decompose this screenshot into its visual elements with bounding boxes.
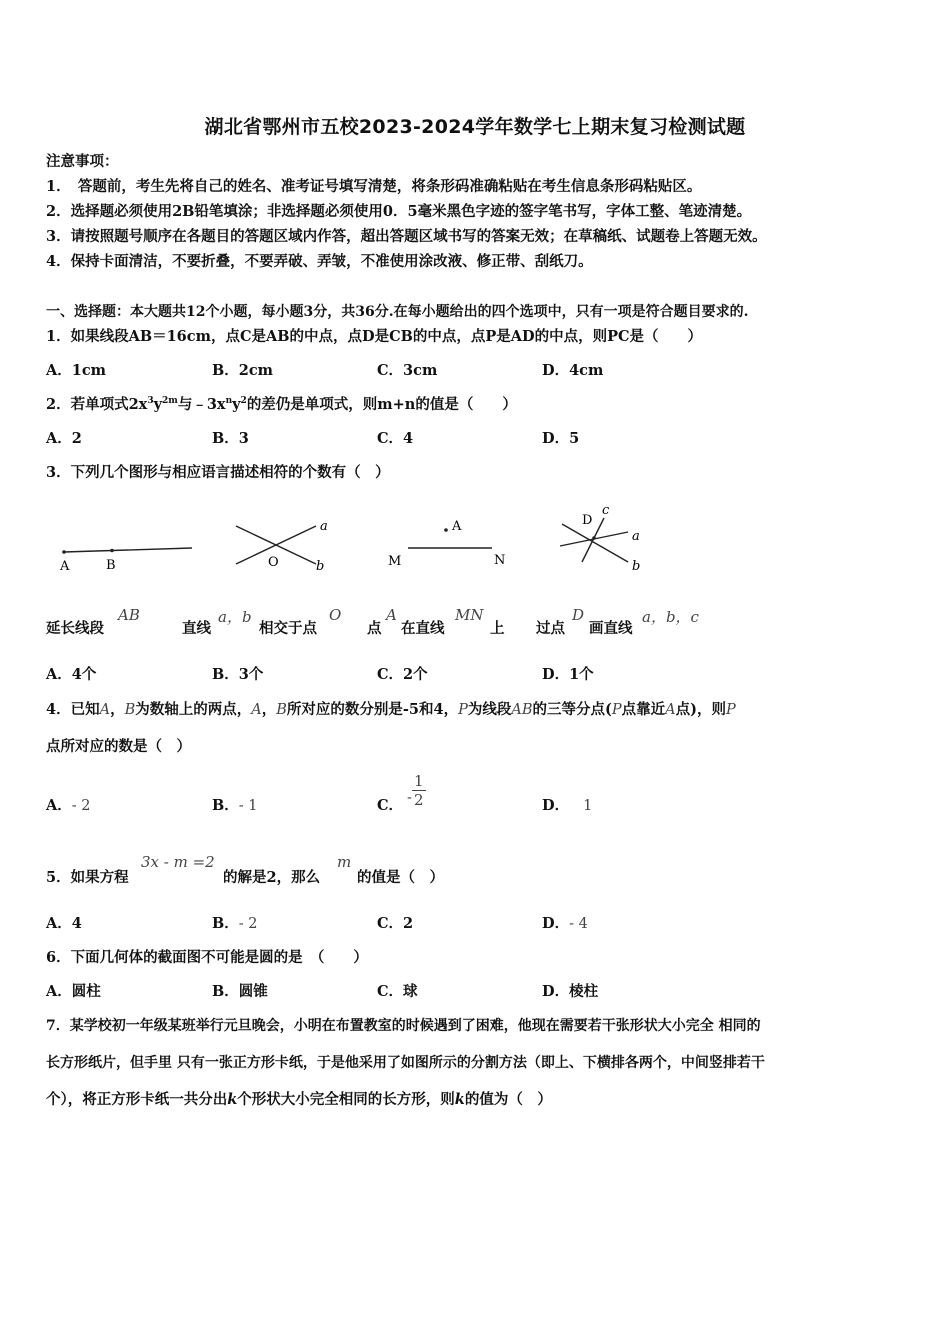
q4-s3: 为数轴上的两点，	[135, 701, 252, 718]
point-b	[110, 549, 114, 553]
q2-exp2: 2m	[162, 396, 178, 407]
question-7-line-2: 长方形纸片，但手里 只有一张正方形卡纸，于是他采用了如图所示的分割方法（即上、下横排各两个，中间竖排若干	[46, 1055, 765, 1071]
question-1-stem: 1．如果线段AB＝16cm，点C是AB的中点，点D是CB的中点，点P是AD的中点，则PC是（ ）	[46, 328, 703, 345]
notice-item-2: 2．选择题必须使用2B铅笔填涂；非选择题必须使用0．5毫米黑色字迹的签字笔书写，字体工整、笔迹清楚。	[46, 203, 752, 220]
q3-option-d: D．1个	[542, 666, 594, 683]
desc-3-var: A	[386, 606, 397, 624]
q5-s3: 的值是（ ）	[357, 869, 444, 886]
q2-option-b: B．3	[212, 430, 249, 447]
q3-option-b: B．3个	[212, 666, 264, 683]
q4-option-b	[212, 796, 258, 816]
q5-option-b-value: - 2	[238, 916, 258, 932]
q4-v9: P	[725, 702, 736, 718]
point-d	[592, 536, 596, 540]
q5-option-b-label: B．	[212, 915, 239, 932]
question-7-line-1: 7．某学校初一年级某班举行元旦晚会，小明在布置教室的时候遇到了困难，他现在需要若干张形状大小完全 相同的	[46, 1018, 761, 1034]
q7-l3b: 个形状大小完全相同的长方形，则	[237, 1091, 455, 1108]
q4-v8: A	[665, 702, 676, 718]
q3-option-a: A．4个	[46, 666, 97, 683]
question-2-stem	[46, 395, 517, 415]
q5-var-m: m	[337, 853, 352, 871]
notice-heading: 注意事项：	[46, 153, 119, 170]
q5-s2: 的解是2，那么	[223, 869, 321, 886]
q5-option-c: C．2	[377, 915, 414, 932]
q4-v6: AB	[511, 702, 533, 718]
q2-pre: 2．若单项式2x	[46, 396, 148, 413]
desc-3-var2: MN	[455, 606, 484, 624]
q4-option-b-value: - 1	[238, 798, 258, 814]
q2-mid2: 与﹣3x	[177, 396, 226, 413]
question-4-line-1	[46, 700, 736, 720]
figure-intersecting-lines	[228, 512, 338, 577]
q1-option-a: A．1cm	[46, 362, 107, 379]
q4-option-d	[542, 796, 592, 816]
segment-line	[64, 548, 192, 552]
desc-4-var2: a，b，c	[642, 608, 699, 626]
q6-option-c: C．球	[377, 983, 418, 1000]
q5-option-a: A．4	[46, 915, 82, 932]
q4-s7: 的三等分点(	[532, 701, 612, 718]
desc-1-var: AB	[118, 606, 140, 624]
desc-3-text2: 在直线	[401, 620, 445, 637]
figure-segment-ab	[50, 535, 200, 575]
q4-option-c-fraction	[412, 772, 426, 809]
label-m: M	[388, 554, 402, 569]
question-7-line-3	[46, 1090, 552, 1110]
label-n: N	[494, 553, 506, 568]
desc-2-var: a，b	[218, 608, 252, 626]
label-b: b	[316, 559, 325, 574]
label-c: c	[602, 503, 610, 518]
desc-1-text: 延长线段	[46, 620, 104, 637]
label-b: b	[632, 559, 641, 574]
q7-l3a: 个），将正方形卡纸一共分出	[46, 1091, 228, 1108]
q5-option-d	[542, 914, 588, 934]
question-6-stem: 6．下面几何体的截面图不可能是圆的是 （ ）	[46, 949, 368, 966]
desc-3-text: 点	[367, 620, 382, 637]
label-a: A	[60, 559, 70, 574]
q2-exp3: n	[225, 396, 233, 407]
q2-exp4: 2	[240, 396, 247, 407]
q5-s1: 5．如果方程	[46, 869, 129, 886]
q3-option-c: C．2个	[377, 666, 428, 683]
q7-var-k-1: k	[227, 1091, 238, 1108]
q1-option-c: C．3cm	[377, 362, 438, 379]
label-d: D	[582, 513, 593, 528]
q2-post: 的差仍是单项式，则m+n的值是（ ）	[246, 396, 517, 413]
q4-s8: 点靠近	[621, 701, 666, 718]
label-a: a	[320, 519, 328, 534]
q4-s2: ，	[110, 701, 125, 718]
page-title: 湖北省鄂州市五校2023-2024学年数学七上期末复习检测试题	[204, 116, 746, 138]
q7-var-k-2: k	[454, 1091, 465, 1108]
fraction-numerator: 1	[413, 772, 424, 790]
q4-option-c-sign: -	[407, 790, 412, 806]
q2-option-c: C．4	[377, 430, 414, 447]
q4-v5: P	[458, 702, 468, 718]
q6-option-a: A．圆柱	[46, 983, 101, 1000]
label-a: a	[632, 529, 640, 544]
figure-three-lines	[550, 500, 660, 580]
desc-4-var: D	[572, 606, 585, 624]
q4-v7: P	[611, 702, 622, 718]
q2-mid3: y	[232, 396, 241, 413]
q5-equation: 3x - m =2	[141, 853, 215, 871]
q4-option-d-label: D．	[542, 797, 570, 814]
fraction-denominator: 2	[413, 791, 424, 809]
q4-s5: 所对应的数分别是-5和4，	[286, 701, 459, 718]
q4-v3: A	[251, 702, 262, 718]
q4-option-a-label: A．	[46, 797, 72, 814]
q4-option-a	[46, 796, 91, 816]
q4-option-c-label: C．	[377, 797, 404, 814]
q5-option-b	[212, 914, 258, 934]
q2-mid1: y	[153, 396, 163, 413]
notice-item-3: 3．请按照题号顺序在各题目的答题区域内作答，超出答题区域书写的答案无效；在草稿纸、试题卷上答题无效。	[46, 228, 767, 245]
point-a	[444, 528, 448, 532]
q4-v1: A	[99, 702, 111, 718]
figure-point-line	[380, 510, 520, 575]
section-heading: 一、选择题：本大题共12个小题，每小题3分，共36分.在每小题给出的四个选项中，只有一项是符合题目要求的.	[46, 304, 749, 320]
q4-option-d-value: 1	[583, 798, 593, 814]
q2-option-a: A．2	[46, 430, 82, 447]
q4-s9: 点)，则	[675, 701, 726, 718]
desc-4-text2: 画直线	[589, 620, 633, 637]
q4-option-a-value: - 2	[71, 798, 91, 814]
q4-s4: ，	[261, 701, 277, 718]
label-o: O	[268, 555, 279, 570]
q2-exp1: 3	[147, 396, 154, 407]
q6-option-b: B．圆锥	[212, 983, 268, 1000]
label-b: B	[106, 558, 116, 573]
q4-v2: B	[124, 702, 136, 718]
q4-s1: 4．已知	[46, 701, 100, 718]
notice-item-1: 1． 答题前，考生先将自己的姓名、准考证号填写清楚，将条形码准确粘贴在考生信息条形码粘贴区。	[46, 178, 702, 195]
desc-4-text: 过点	[536, 620, 565, 637]
q1-option-d: D．4cm	[542, 362, 604, 379]
question-3-stem: 3．下列几个图形与相应语言描述相符的个数有（ ）	[46, 464, 390, 481]
desc-2-text: 直线	[182, 620, 211, 637]
q4-v4: B	[276, 702, 287, 718]
q1-option-b: B．2cm	[212, 362, 274, 379]
q5-option-d-label: D．	[542, 915, 570, 932]
q4-s6: 为线段	[467, 701, 512, 718]
q4-option-c	[377, 772, 426, 816]
q5-option-d-value: - 4	[569, 916, 588, 932]
q6-option-d: D．棱柱	[542, 983, 599, 1000]
question-4-line-2: 点所对应的数是（ ）	[46, 738, 191, 755]
q2-option-d: D．5	[542, 430, 580, 447]
q7-l3c: 的值为（ ）	[464, 1091, 552, 1108]
point-a	[62, 550, 66, 554]
desc-3-text3: 上	[490, 620, 505, 637]
desc-2-var2: O	[329, 606, 342, 624]
q4-option-b-label: B．	[212, 797, 239, 814]
label-a: A	[452, 519, 462, 534]
desc-2-text2: 相交于点	[259, 620, 317, 637]
notice-item-4: 4．保持卡面清洁，不要折叠，不要弄破、弄皱，不准使用涂改液、修正带、刮纸刀。	[46, 253, 593, 270]
